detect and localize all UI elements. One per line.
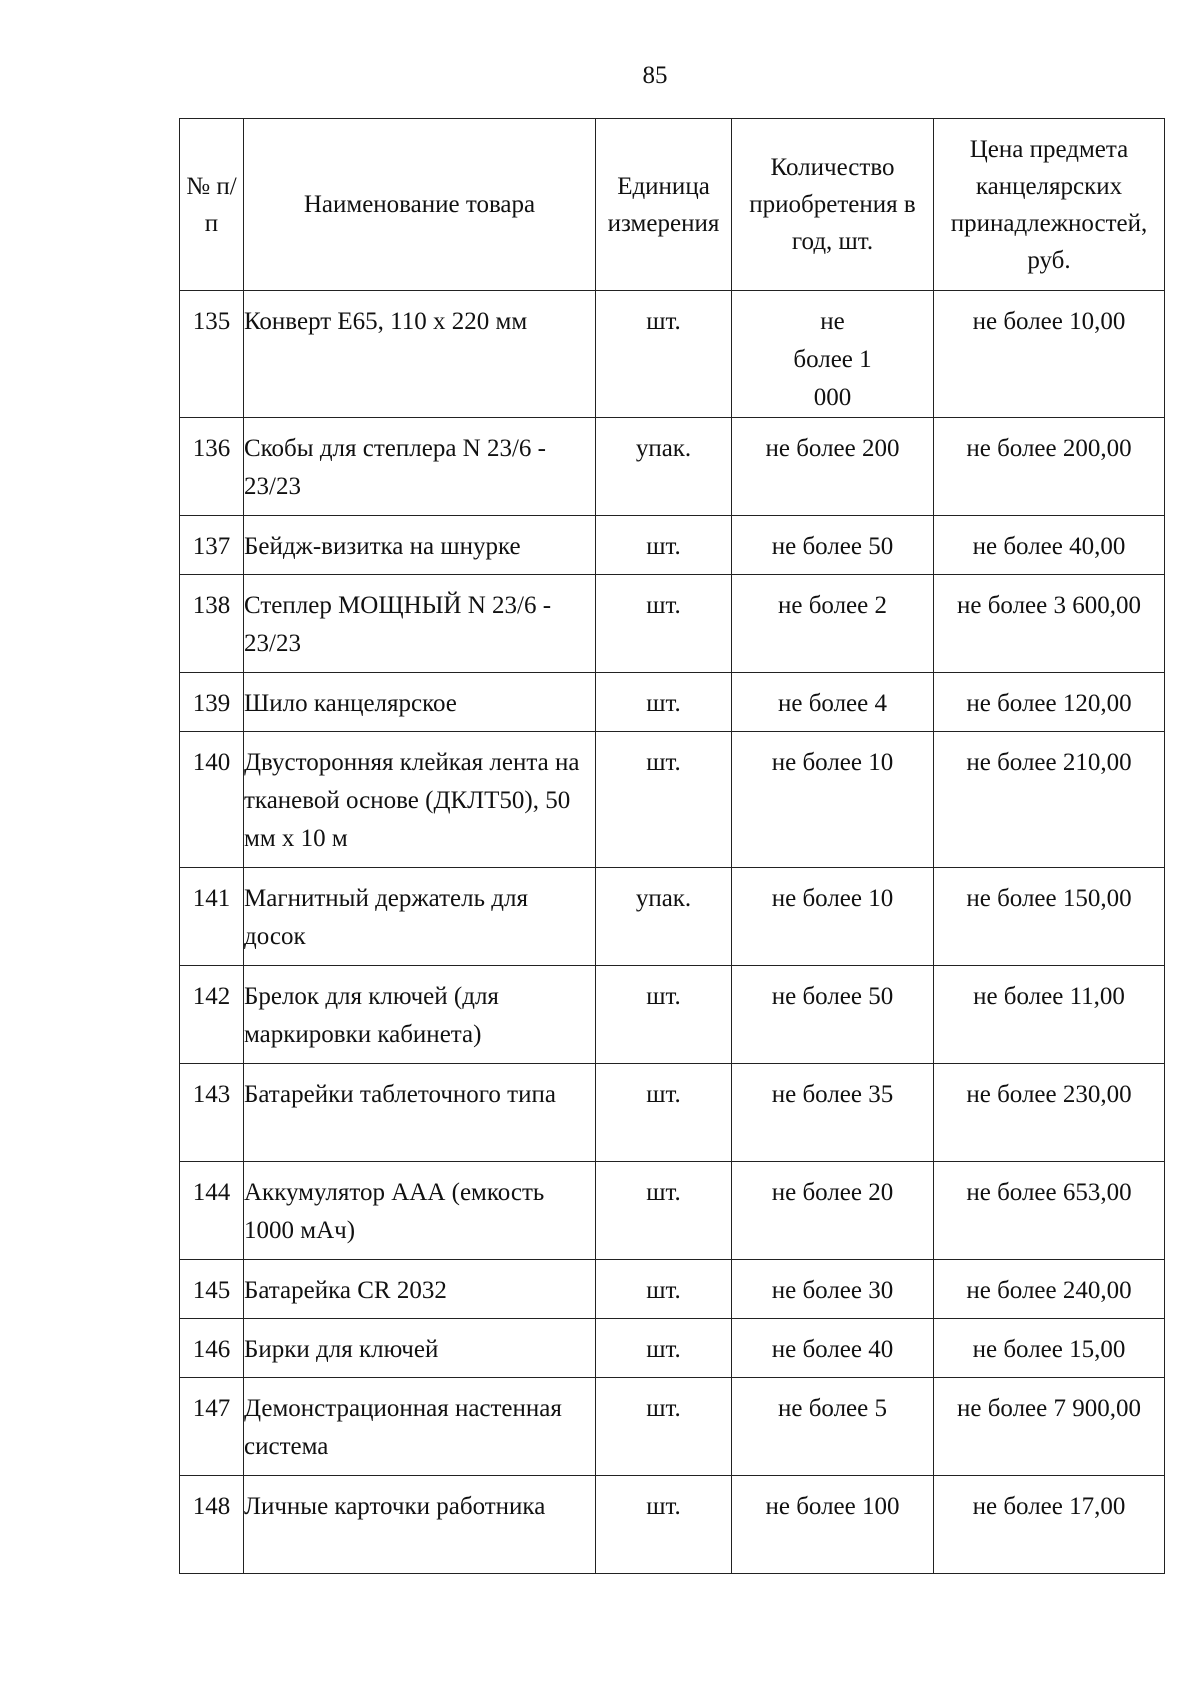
- table-row: [180, 1260, 1165, 1319]
- row-unit: шт.: [596, 1064, 732, 1162]
- row-qty: не более 10: [732, 868, 934, 966]
- row-price: не более 17,00: [934, 1476, 1165, 1574]
- row-qty: не более 50: [732, 516, 934, 575]
- row-number: 141: [180, 868, 244, 966]
- table-row: [180, 291, 1165, 418]
- table-row: [180, 418, 1165, 516]
- row-number: 146: [180, 1319, 244, 1378]
- row-price: не более 653,00: [934, 1162, 1165, 1260]
- row-unit: шт.: [596, 1319, 732, 1378]
- row-name: Бейдж-визитка на шнурке: [244, 516, 596, 575]
- row-unit: шт.: [596, 516, 732, 575]
- stationery-table: [179, 118, 1165, 1574]
- page-number: 85: [642, 62, 668, 89]
- row-name: Батарейка CR 2032: [244, 1260, 596, 1319]
- table-row: [180, 868, 1165, 966]
- row-price: не более 200,00: [934, 418, 1165, 516]
- row-number: 142: [180, 966, 244, 1064]
- row-unit: шт.: [596, 966, 732, 1064]
- header-num: № п/п: [180, 119, 244, 291]
- row-price: не более 150,00: [934, 868, 1165, 966]
- table-row: [180, 732, 1165, 868]
- row-unit: шт.: [596, 1260, 732, 1319]
- row-number: 143: [180, 1064, 244, 1162]
- row-unit: упак.: [596, 418, 732, 516]
- row-price: не более 7 900,00: [934, 1378, 1165, 1476]
- row-unit: шт.: [596, 575, 732, 673]
- header-qty: Количество приобретения в год, шт.: [732, 119, 934, 291]
- row-number: 136: [180, 418, 244, 516]
- row-number: 144: [180, 1162, 244, 1260]
- row-qty: не более 200: [732, 418, 934, 516]
- row-qty: не более 100: [732, 1476, 934, 1574]
- table-row: [180, 1319, 1165, 1378]
- row-price: не более 15,00: [934, 1319, 1165, 1378]
- row-price: не более 40,00: [934, 516, 1165, 575]
- table-row: [180, 1162, 1165, 1260]
- row-name: Магнитный держатель для досок: [244, 868, 596, 966]
- row-qty: не более 35: [732, 1064, 934, 1162]
- row-price: не более 3 600,00: [934, 575, 1165, 673]
- header-price: Цена предмета канцелярских принадлежностей, руб.: [934, 119, 1165, 291]
- table-row: [180, 575, 1165, 673]
- row-unit: шт.: [596, 1378, 732, 1476]
- row-qty: не более 1 000: [732, 291, 934, 418]
- row-name: Шило канцелярское: [244, 673, 596, 732]
- table-row: [180, 966, 1165, 1064]
- row-name: Аккумулятор ААА (емкость 1000 мАч): [244, 1162, 596, 1260]
- row-name: Батарейки таблеточного типа: [244, 1064, 596, 1162]
- row-number: 135: [180, 291, 244, 418]
- header-unit: Единица измерения: [596, 119, 732, 291]
- table-row: [180, 673, 1165, 732]
- table-row: [180, 1064, 1165, 1162]
- header-row: [180, 119, 1165, 291]
- row-name: Демонстрационная настенная система: [244, 1378, 596, 1476]
- row-qty: не более 30: [732, 1260, 934, 1319]
- row-unit: шт.: [596, 291, 732, 418]
- row-name: Степлер МОЩНЫЙ N 23/6 - 23/23: [244, 575, 596, 673]
- row-qty: не более 4: [732, 673, 934, 732]
- row-qty: не более 10: [732, 732, 934, 868]
- table-row: [180, 516, 1165, 575]
- row-qty: не более 40: [732, 1319, 934, 1378]
- row-name: Брелок для ключей (для маркировки кабинета): [244, 966, 596, 1064]
- row-unit: шт.: [596, 673, 732, 732]
- row-unit: упак.: [596, 868, 732, 966]
- row-unit: шт.: [596, 1162, 732, 1260]
- row-number: 145: [180, 1260, 244, 1319]
- row-name: Бирки для ключей: [244, 1319, 596, 1378]
- row-price: не более 230,00: [934, 1064, 1165, 1162]
- row-price: не более 10,00: [934, 291, 1165, 418]
- row-number: 137: [180, 516, 244, 575]
- row-qty: не более 2: [732, 575, 934, 673]
- row-qty: не более 20: [732, 1162, 934, 1260]
- row-price: не более 11,00: [934, 966, 1165, 1064]
- row-qty: не более 50: [732, 966, 934, 1064]
- row-name: Личные карточки работника: [244, 1476, 596, 1574]
- row-number: 138: [180, 575, 244, 673]
- table-row: [180, 1476, 1165, 1574]
- table-row: [180, 1378, 1165, 1476]
- row-number: 140: [180, 732, 244, 868]
- row-qty: не более 5: [732, 1378, 934, 1476]
- row-name: Конверт Е65, 110 х 220 мм: [244, 291, 596, 418]
- row-name: Двусторонняя клейкая лента на тканевой основе (ДКЛТ50), 50 мм х 10 м: [244, 732, 596, 868]
- row-price: не более 240,00: [934, 1260, 1165, 1319]
- row-price: не более 210,00: [934, 732, 1165, 868]
- row-unit: шт.: [596, 732, 732, 868]
- row-number: 139: [180, 673, 244, 732]
- row-number: 147: [180, 1378, 244, 1476]
- row-price: не более 120,00: [934, 673, 1165, 732]
- row-unit: шт.: [596, 1476, 732, 1574]
- header-name: Наименование товара: [244, 119, 596, 291]
- row-name: Скобы для степлера N 23/6 - 23/23: [244, 418, 596, 516]
- row-number: 148: [180, 1476, 244, 1574]
